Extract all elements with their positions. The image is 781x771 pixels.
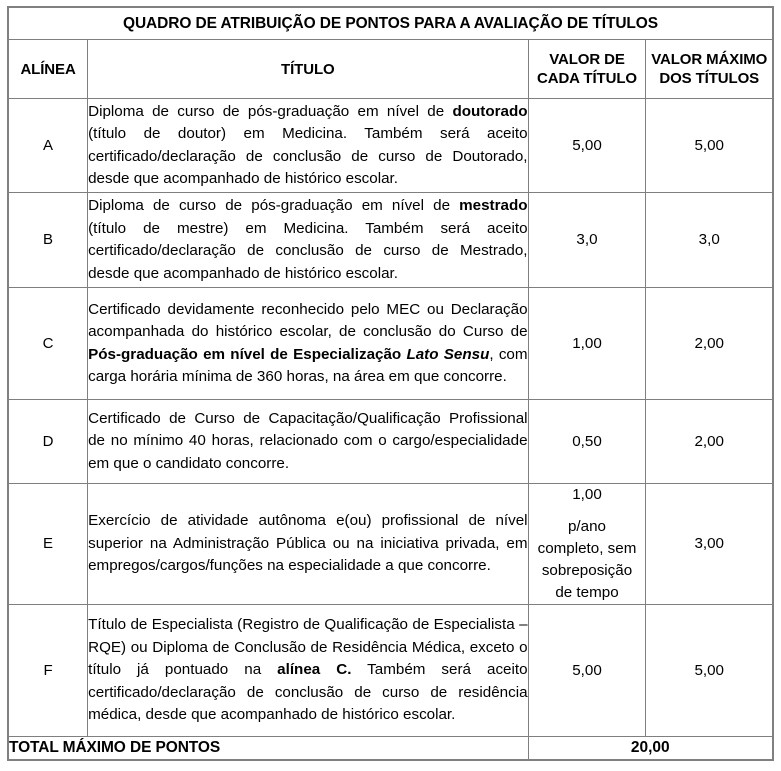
row-description-c xyxy=(88,288,528,400)
row-valor-cada-c: 1,00 xyxy=(528,288,646,400)
row-description-b-bold: mestrado xyxy=(459,197,528,214)
row-valor-cada-e-line2: p/ano xyxy=(567,518,606,535)
column-header-valor-cada-titulo-line2: CADA TÍTULO xyxy=(536,70,637,87)
row-valor-cada-e-line1: 1,00 xyxy=(572,486,602,503)
table-title: QUADRO DE ATRIBUIÇÃO DE PONTOS PARA A AVALIAÇÃO DE TÍTULOS xyxy=(8,7,773,40)
column-header-valor-cada-titulo-line1: VALOR DE xyxy=(549,51,625,68)
row-valor-maximo-d: 2,00 xyxy=(646,400,773,484)
row-valor-maximo-b: 3,0 xyxy=(646,193,773,288)
column-header-valor-maximo-titulos xyxy=(646,40,773,99)
row-valor-cada-e-line4: sobreposição xyxy=(541,562,633,579)
table-row xyxy=(8,484,773,605)
row-valor-cada-e-line3: completo, sem xyxy=(537,540,637,557)
row-valor-cada-a: 5,00 xyxy=(528,99,646,193)
row-description-b-part2: (título de mestre) em Medicina. Também será aceito certificado/declaração de conclusão de curso de Mestrado, desde que acompanhado de histórico escolar. xyxy=(88,219,528,282)
table-row xyxy=(8,288,773,400)
row-description-b xyxy=(88,193,528,288)
row-valor-maximo-e: 3,00 xyxy=(646,484,773,605)
row-description-c-bold-italic: Lato Sensu xyxy=(406,345,490,363)
row-letter-f: F xyxy=(8,605,88,737)
table-total-row xyxy=(8,737,773,761)
column-header-alinea: ALÍNEA xyxy=(8,40,88,99)
row-description-f xyxy=(88,605,528,737)
row-valor-cada-d: 0,50 xyxy=(528,400,646,484)
row-valor-cada-e-gap xyxy=(529,506,646,516)
table-row xyxy=(8,99,773,193)
table-header-row xyxy=(8,40,773,99)
row-valor-cada-f: 5,00 xyxy=(528,605,646,737)
titles-scoring-table xyxy=(7,6,774,761)
total-value: 20,00 xyxy=(528,737,773,761)
row-letter-e: E xyxy=(8,484,88,605)
row-valor-maximo-f: 5,00 xyxy=(646,605,773,737)
row-description-a-bold: doutorado xyxy=(452,102,528,120)
column-header-valor-maximo-titulos-line2: DOS TÍTULOS xyxy=(659,70,760,87)
row-description-d: Certificado de Curso de Capacitação/Qualificação Profissional de no mínimo 40 horas, relacionado com o cargo/especialidade em que o candidato concorre. xyxy=(88,400,528,484)
row-description-c-bold: Pós-graduação em nível de Especialização xyxy=(88,345,407,363)
row-valor-cada-b: 3,0 xyxy=(528,193,646,288)
row-valor-maximo-c: 2,00 xyxy=(646,288,773,400)
row-description-f-part1: Título de Especialista (Registro de Qualificação de Especialista – RQE) ou Diploma de Conclusão de Residência Médica, exceto o título já pontuado na xyxy=(88,616,528,679)
row-description-f-bold: alínea C. xyxy=(277,661,352,679)
row-description-a-part1: Diploma de curso de pós-graduação em nível de xyxy=(88,102,453,120)
row-description-c-part1: Certificado devidamente reconhecido pelo MEC ou Declaração acompanhada do histórico escolar, de conclusão do Curso de xyxy=(88,300,528,340)
row-letter-a: A xyxy=(8,99,88,193)
total-label: TOTAL MÁXIMO DE PONTOS xyxy=(8,737,528,761)
column-header-valor-cada-titulo xyxy=(528,40,646,99)
row-letter-b: B xyxy=(8,193,88,288)
column-header-titulo: TÍTULO xyxy=(88,40,528,99)
column-header-valor-maximo-titulos-line1: VALOR MÁXIMO xyxy=(651,51,768,68)
table-banner-row xyxy=(8,7,773,40)
row-valor-cada-e-line5: de tempo xyxy=(555,584,619,601)
table-row xyxy=(8,605,773,737)
row-description-a-part2: (título de doutor) em Medicina. Também será aceito certificado/declaração de conclusão de curso de Doutorado, desde que acompanhado de histórico escolar. xyxy=(88,125,528,187)
table-row xyxy=(8,193,773,288)
row-letter-d: D xyxy=(8,400,88,484)
table-row xyxy=(8,400,773,484)
row-description-f-part2: Também será aceito certificado/declaração de conclusão de curso de residência médica, desde que acompanhado de histórico escolar. xyxy=(88,661,528,724)
row-valor-maximo-a: 5,00 xyxy=(646,99,773,193)
row-letter-c: C xyxy=(8,288,88,400)
row-description-b-part1: Diploma de curso de pós-graduação em nível de xyxy=(88,197,460,214)
row-description-a xyxy=(88,99,528,193)
row-valor-cada-e xyxy=(528,484,646,605)
row-description-c-part2: , com carga horária mínima de 360 horas, na área em que concorre. xyxy=(88,345,528,385)
row-description-e: Exercício de atividade autônoma e(ou) profissional de nível superior na Administração Pública ou na iniciativa privada, em empregos/cargos/funções na especialidade a que concorre. xyxy=(88,484,528,605)
